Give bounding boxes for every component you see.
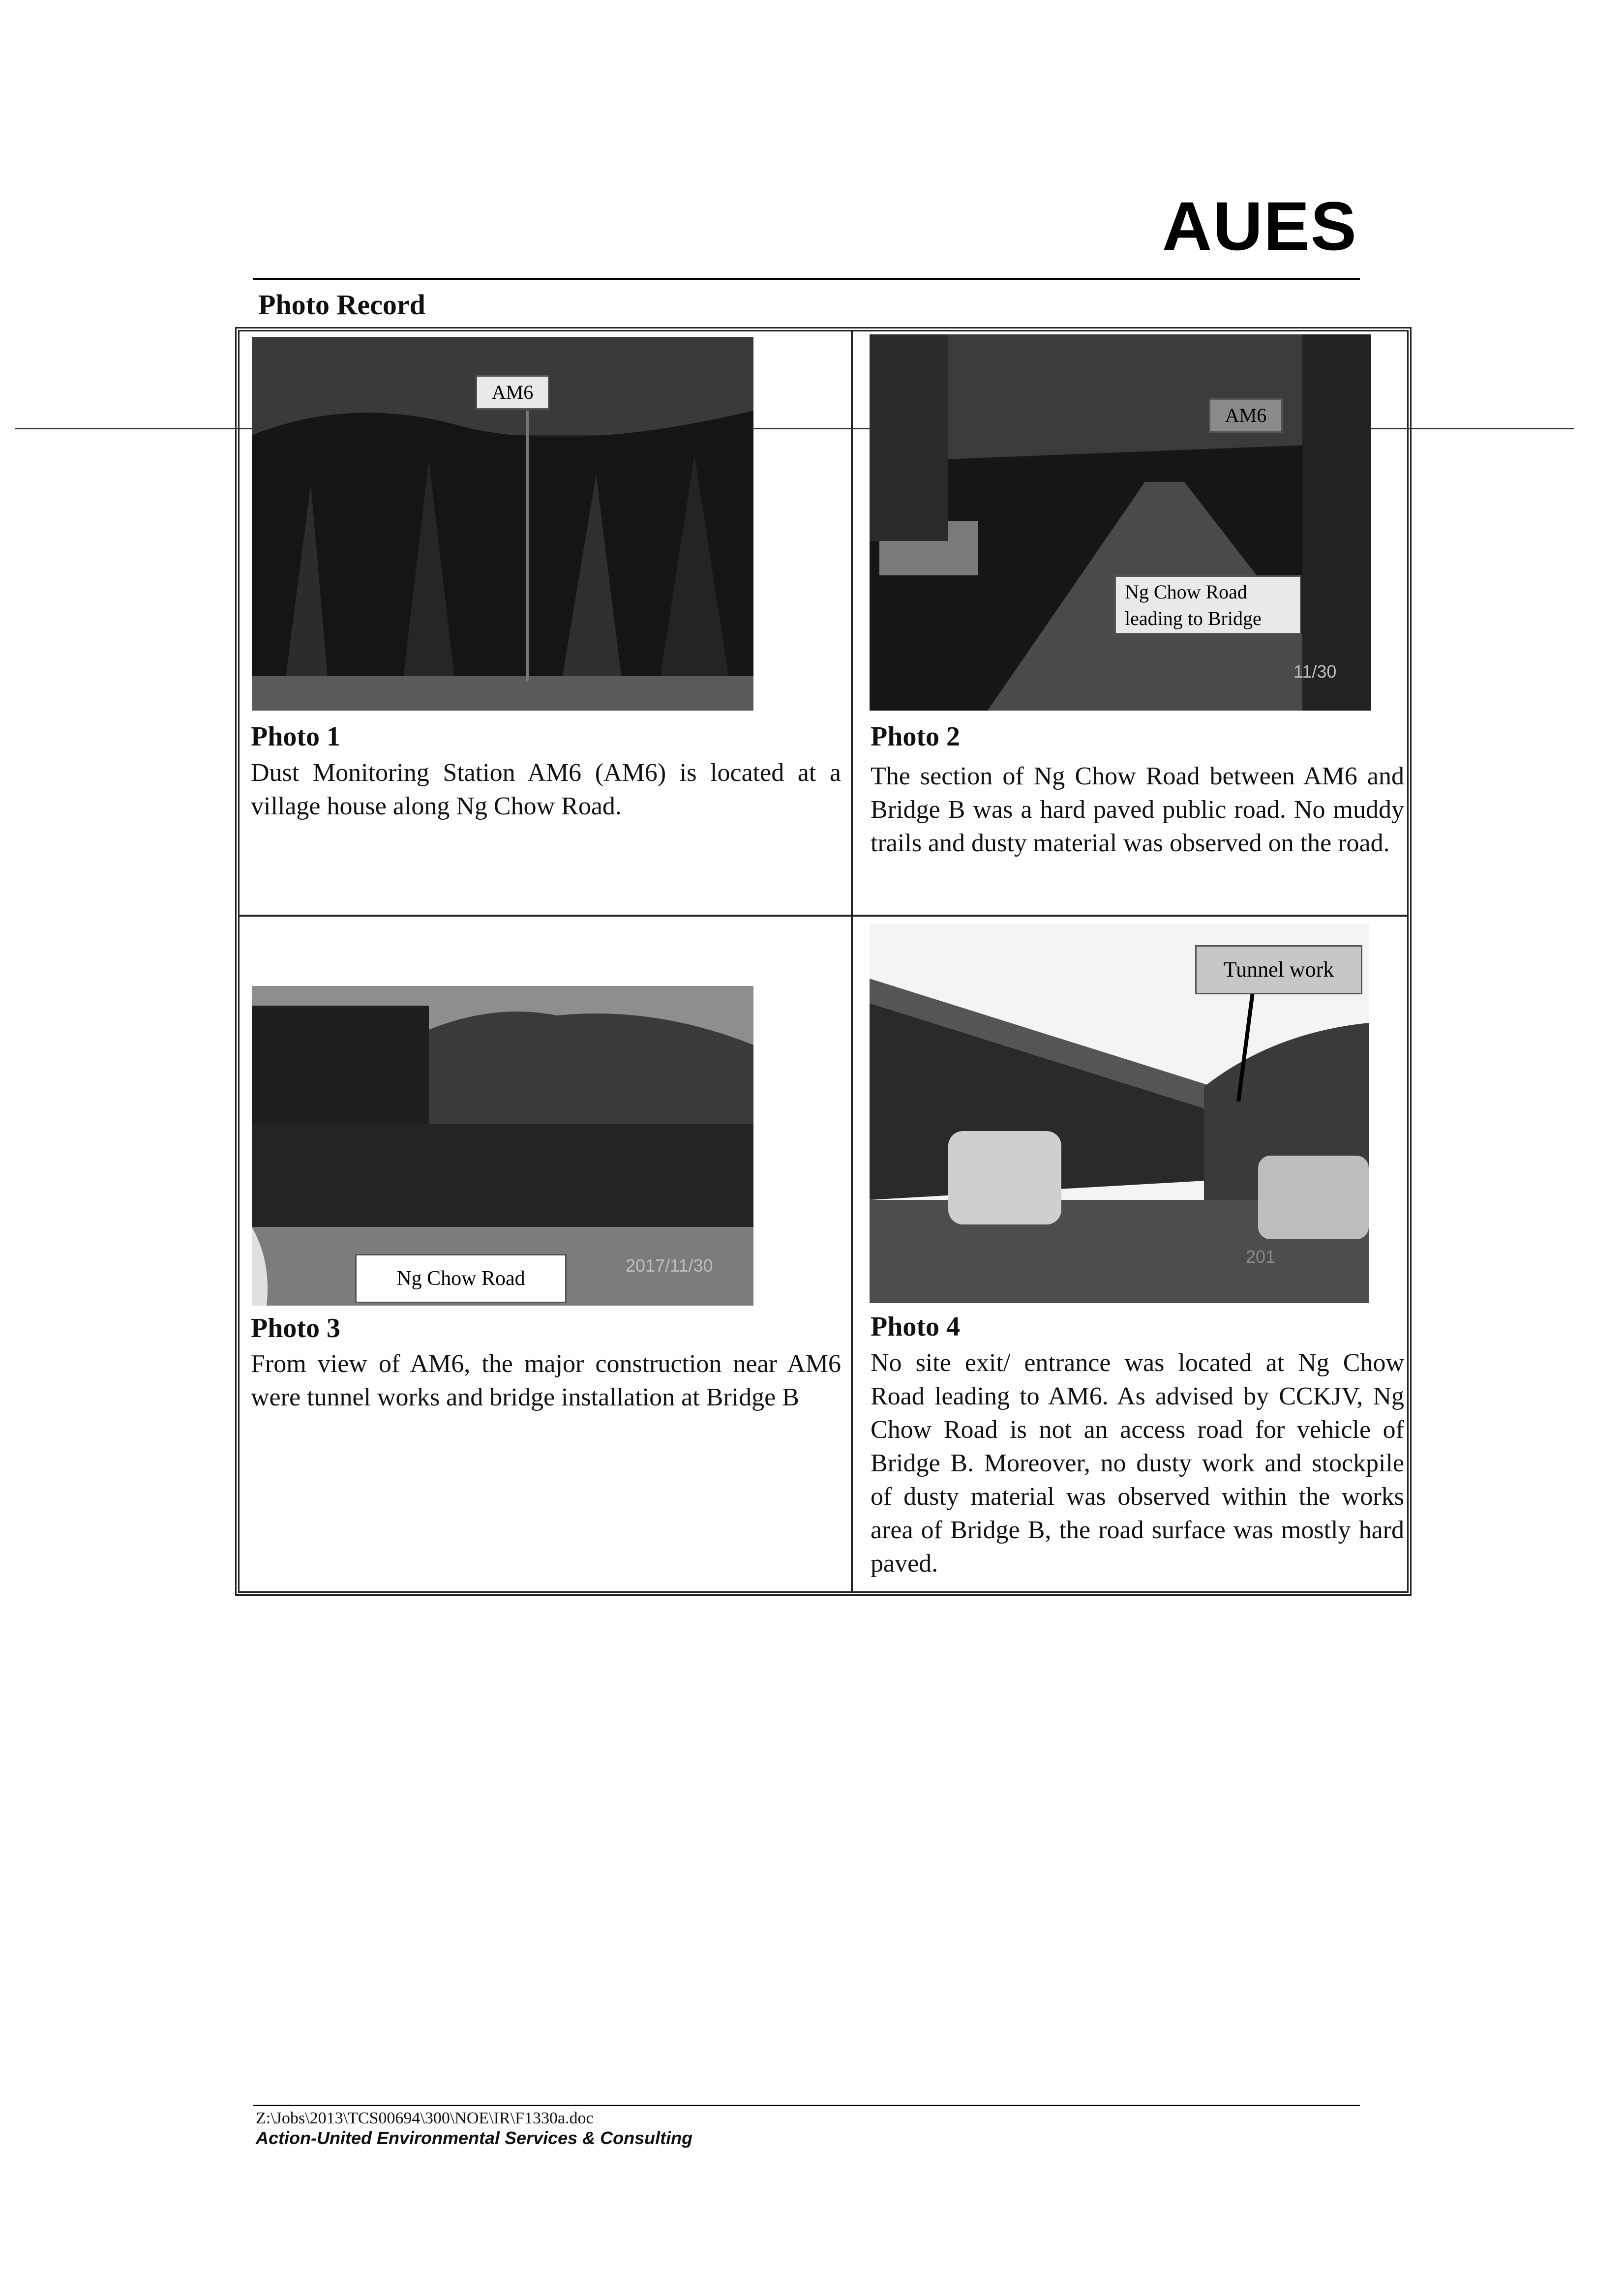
- photo-1-image: [252, 337, 753, 711]
- photo-3-image: [252, 986, 753, 1306]
- photo-3-date-stamp: 2017/11/30: [626, 1255, 713, 1276]
- photo-2-label-am6: AM6: [1209, 398, 1283, 433]
- photo-4-title: Photo 4: [871, 1312, 960, 1342]
- photo-1-title: Photo 1: [251, 721, 340, 752]
- photo-2-caption: The section of Ng Chow Road between AM6 and Bridge B was a hard paved public road. No muddy trails and dusty material was observed on the road.: [871, 762, 1404, 857]
- photo-2-title: Photo 2: [871, 721, 960, 752]
- photo-1-caption: Dust Monitoring Station AM6 (AM6) is located at a village house along Ng Chow Road.: [251, 759, 841, 820]
- photo-1-label-am6: AM6: [476, 375, 549, 410]
- table-column-divider: [851, 330, 853, 1593]
- photo-4-label-tunnel: Tunnel work: [1195, 945, 1362, 994]
- photo-3-caption: From view of AM6, the major construction near AM6 were tunnel works and bridge installation at Bridge B: [251, 1350, 841, 1411]
- photo-3-label-road: Ng Chow Road: [355, 1254, 567, 1303]
- photo-2-label-road: Ng Chow Road leading to Bridge: [1114, 575, 1301, 634]
- header-rule: [253, 278, 1360, 280]
- photo-2-image: [870, 334, 1371, 711]
- section-title: Photo Record: [258, 289, 425, 321]
- footer-rule: [253, 2105, 1360, 2106]
- photo-4-caption: No site exit/ entrance was located at Ng Chow Road leading to AM6. As advised by CCKJV, Ng Chow Road is not an access road for vehicle of Bridge B. Moreover, no dusty work and stockpile of dusty material was observed within the works area of Bridge B, the road surface was mostly hard paved.: [871, 1349, 1404, 1578]
- photo-3-title: Photo 3: [251, 1313, 340, 1343]
- footer-file-path: Z:\Jobs\2013\TCS00694\300\NOE\IR\F1330a.doc: [256, 2109, 594, 2127]
- photo-4-image: [870, 924, 1369, 1303]
- photo-2-scene: [870, 334, 1371, 711]
- photo-4-date-stamp: 201: [1246, 1247, 1276, 1267]
- aues-logo: AUES: [1162, 187, 1357, 265]
- footer-company-name: Action-United Environmental Services & Consulting: [256, 2128, 693, 2148]
- photo-2-date-stamp: 11/30: [1293, 661, 1337, 682]
- table-row-divider: [239, 915, 1408, 917]
